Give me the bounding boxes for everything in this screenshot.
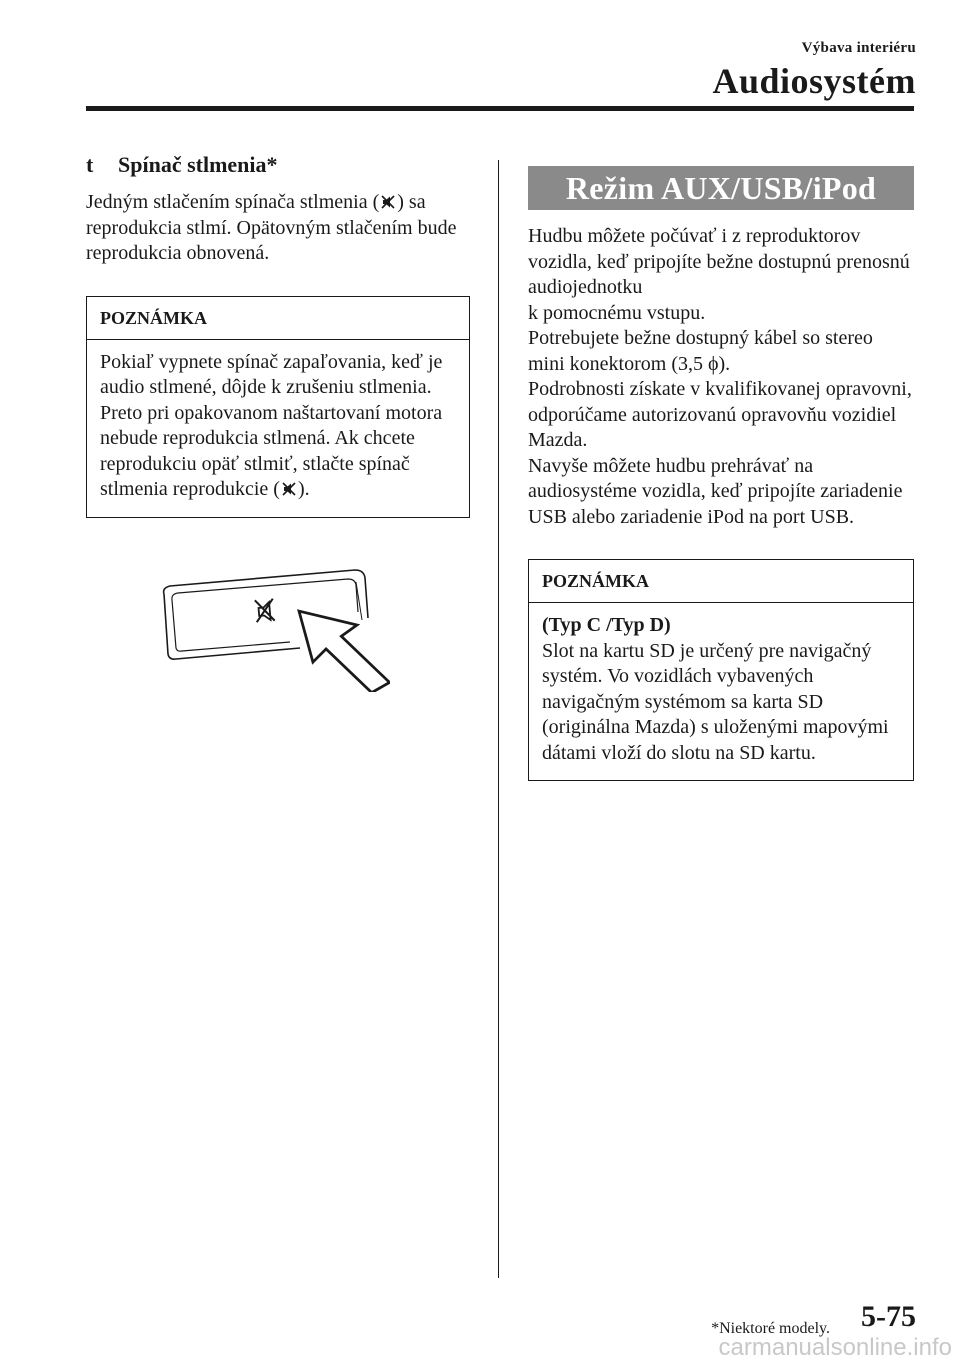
press-arrow [302,614,386,690]
bullet-marker: t [86,152,94,177]
section-name: Výbava interiéru [801,40,916,56]
note-box-sd [528,559,914,781]
right-column [528,166,914,781]
paragraph-end: ) sa reprodukcia stlmí. Opätovným stlačením bude reprodukcia obnovená. [86,191,457,264]
mute-paragraph [86,190,470,267]
footnote: *Niektoré modely. [711,1320,830,1337]
watermark: carmanualsonline.info [718,1334,952,1361]
note-subhead: (Typ C /Typ D) [542,614,671,636]
mute-icon [282,482,296,496]
column-divider [498,160,499,1278]
paragraph-start: Jedným stlačením spínača stlmenia ( [86,191,380,213]
aux-para-1: Hudbu môžete počúvať i z reproduktorov vozidla, keď pripojíte bežne dostupnú prenosnú audiojednotku [528,225,910,298]
section-band: Režim AUX/USB/iPod [528,166,914,210]
aux-paragraph [528,224,914,530]
note-body [87,340,469,517]
mute-icon [381,195,395,209]
page-title: Audiosystém [712,61,916,101]
aux-para-3: Potrebujete bežne dostupný kábel so stereo mini konektorom (3,5 ϕ). [528,327,873,375]
mute-switch-heading [86,152,470,178]
note-text-start: Pokiaľ vypnete spínač zapaľovania, keď je audio stlmené, dôjde k zrušeniu stlmenia. Preto pri opakovanom naštartovaní motora nebude reprodukcia stlmená. Ak chcete reprodukciu opäť stlmiť, stlačte spínač stlmenia reprodukcie ( [100,350,443,500]
note-body [529,603,913,780]
heading-text: Spínač stlmenia* [118,152,278,177]
note-label: POZNÁMKA [529,560,913,603]
aux-para-4: Podrobnosti získate v kvalifikovanej opravovni, odporúčame autorizovanú opravovňu vozidiel Mazda. [528,378,912,451]
note-text-end: ). [297,478,310,500]
note-box [86,296,470,518]
mute-button-illustration [150,562,390,692]
aux-para-2: k pomocnému vstupu. [528,301,706,324]
page-number: 5-75 [861,1300,916,1333]
note-label: POZNÁMKA [87,297,469,340]
aux-para-5: Navyše môžete hudbu prehrávať na audiosystéme vozidla, keď pripojíte zariadenie USB alebo zariadenie iPod na port USB. [528,454,903,528]
note-text: Slot na kartu SD je určený pre navigačný systém. Vo vozidlách vybavených navigačným systémom sa karta SD (originálna Mazda) s uloženými mapovými dátami vloží do slotu na SD kartu. [542,639,889,764]
mute-symbol [255,599,275,622]
header-rule [86,106,914,111]
left-column [86,152,470,518]
